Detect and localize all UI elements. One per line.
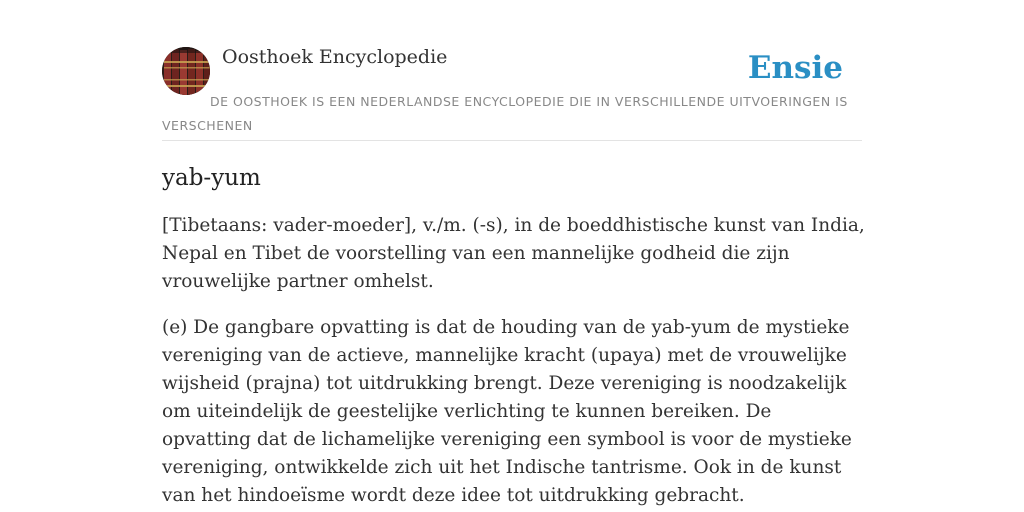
- site-header: [162, 44, 862, 141]
- site-title[interactable]: Oosthoek Encyclopedie: [222, 46, 448, 68]
- entry-title: yab-yum: [162, 165, 261, 191]
- entry-paragraph-definition: [Tibetaans: vader-moeder], v./m. (-s), in de boeddhistische kunst van India, Nepal en Tibet de voorstelling van een mannelijke godheid die zijn vrouwelijke partner omhelst.: [162, 215, 865, 292]
- entry-content: [162, 162, 866, 512]
- encyclopedia-books-icon[interactable]: [162, 47, 210, 95]
- books-illustration: [162, 47, 210, 95]
- site-tagline: DE OOSTHOEK IS EEN NEDERLANDSE ENCYCLOPEDIE DIE IN VERSCHILLENDE UITVOERINGEN IS VERSCHENEN: [162, 94, 848, 133]
- brand-logo-link[interactable]: Ensie: [747, 50, 843, 86]
- entry-paragraph-explanation: (e) De gangbare opvatting is dat de houding van de yab-yum de mystieke vereniging van de actieve, mannelijke kracht (upaya) met de vrouwelijke wijsheid (prajna) tot uitdrukking brengt. Deze vereniging is noodzakelijk om uiteindelijk de geestelijke verlichting te kunnen bereiken. De opvatting dat de lichamelijke vereniging een symbool is voor de mystieke vereniging, ontwikkelde zich uit het Indische tantrisme. Ook in de kunst van het hindoeïsme wordt deze idee tot uitdrukking gebracht.: [162, 317, 852, 506]
